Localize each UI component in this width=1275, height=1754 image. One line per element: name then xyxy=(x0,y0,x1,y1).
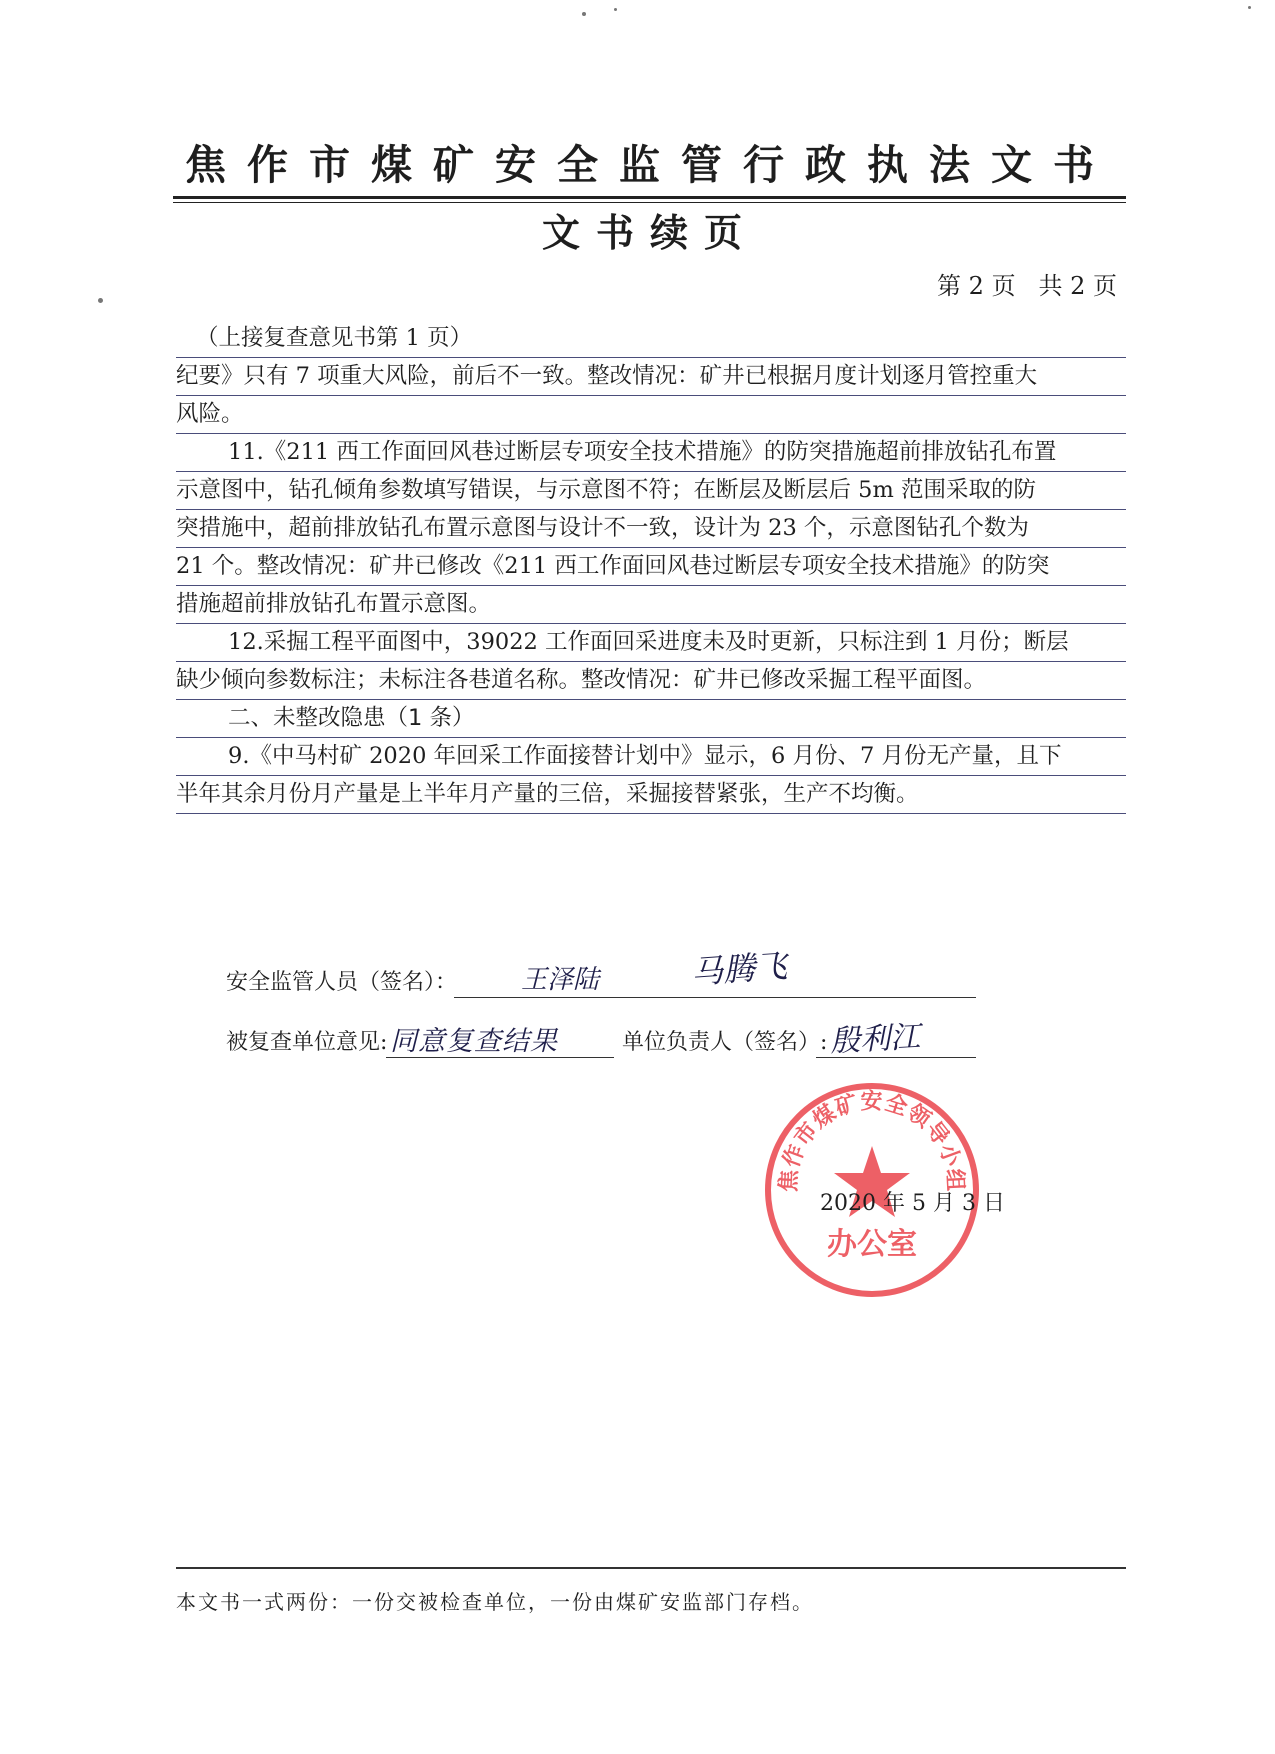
document-subtitle: 文书续页 xyxy=(541,211,758,255)
text-line: 9.《中马村矿 2020 年回采工作面接替计划中》显示，6 月份、7 月份无产量，且下 xyxy=(176,738,1126,776)
scan-speck xyxy=(98,298,103,303)
text-line: 突措施中，超前排放钻孔布置示意图与设计不一致，设计为 23 个，示意图钻孔个数为 xyxy=(176,510,1126,548)
seal-center-text: 办公室 xyxy=(827,1227,917,1262)
issue-date: 2020 年 5 月 3 日 xyxy=(820,1191,1005,1216)
footer-rule xyxy=(176,1567,1126,1569)
text-line: 措施超前排放钻孔布置示意图。 xyxy=(176,586,1126,624)
responsible-label: 单位负责人（签名）: xyxy=(622,1030,828,1055)
opinion-signature-row xyxy=(226,1010,1126,1070)
inspector-label: 安全监管人员（签名）： xyxy=(226,970,458,995)
scan-speck xyxy=(614,8,617,11)
text-line: 21 个。整改情况：矿井已修改《211 西工作面回风巷过断层专项安全技术措施》的防突 xyxy=(176,548,1126,586)
title-rule-thin xyxy=(173,202,1126,203)
section-heading: 二、未整改隐患（1 条） xyxy=(176,700,1126,738)
inspector-signature-1: 王泽陆 xyxy=(521,965,600,995)
inspector-signature-row xyxy=(226,946,1126,1010)
seal-ring-text: 焦作市煤矿安全领导小组 xyxy=(776,1089,968,1193)
text-line: 12.采掘工程平面图中，39022 工作面回采进度未及时更新，只标注到 1 月份；断层 xyxy=(176,624,1126,662)
scan-speck xyxy=(1248,6,1251,9)
inspector-signature-2: 马腾飞 xyxy=(689,946,789,992)
page-indicator: 第 2 页 共 2 页 xyxy=(937,272,1117,300)
document-title: 焦作市煤矿安全监管行政执法文书 xyxy=(185,141,1115,189)
title-rule xyxy=(173,196,1126,199)
scan-speck xyxy=(582,12,586,16)
text-line: 半年其余月份月产量是上半年月产量的三倍，采掘接替紧张，生产不均衡。 xyxy=(176,776,1126,814)
text-line: （上接复查意见书第 1 页） xyxy=(176,320,1126,358)
inspector-signature-line xyxy=(454,997,976,999)
responsible-signature: 殷利江 xyxy=(829,1019,922,1060)
footer-note: 本文书一式两份：一份交被检查单位，一份由煤矿安监部门存档。 xyxy=(176,1590,814,1614)
text-line: 纪要》只有 7 项重大风险，前后不一致。整改情况：矿井已根据月度计划逐月管控重大 xyxy=(176,358,1126,396)
opinion-label: 被复查单位意见: xyxy=(226,1030,388,1055)
opinion-handwriting: 同意复查结果 xyxy=(390,1026,558,1057)
text-line: 缺少倾向参数标注；未标注各巷道名称。整改情况：矿井已修改采掘工程平面图。 xyxy=(176,662,1126,700)
text-line: 示意图中，钻孔倾角参数填写错误，与示意图不符；在断层及断层后 5m 范围采取的防 xyxy=(176,472,1126,510)
text-line: 11.《211 西工作面回风巷过断层专项安全技术措施》的防突措施超前排放钻孔布置 xyxy=(176,434,1126,472)
body-text xyxy=(176,320,1126,814)
text-line: 风险。 xyxy=(176,396,1126,434)
signature-area xyxy=(226,946,1126,1070)
